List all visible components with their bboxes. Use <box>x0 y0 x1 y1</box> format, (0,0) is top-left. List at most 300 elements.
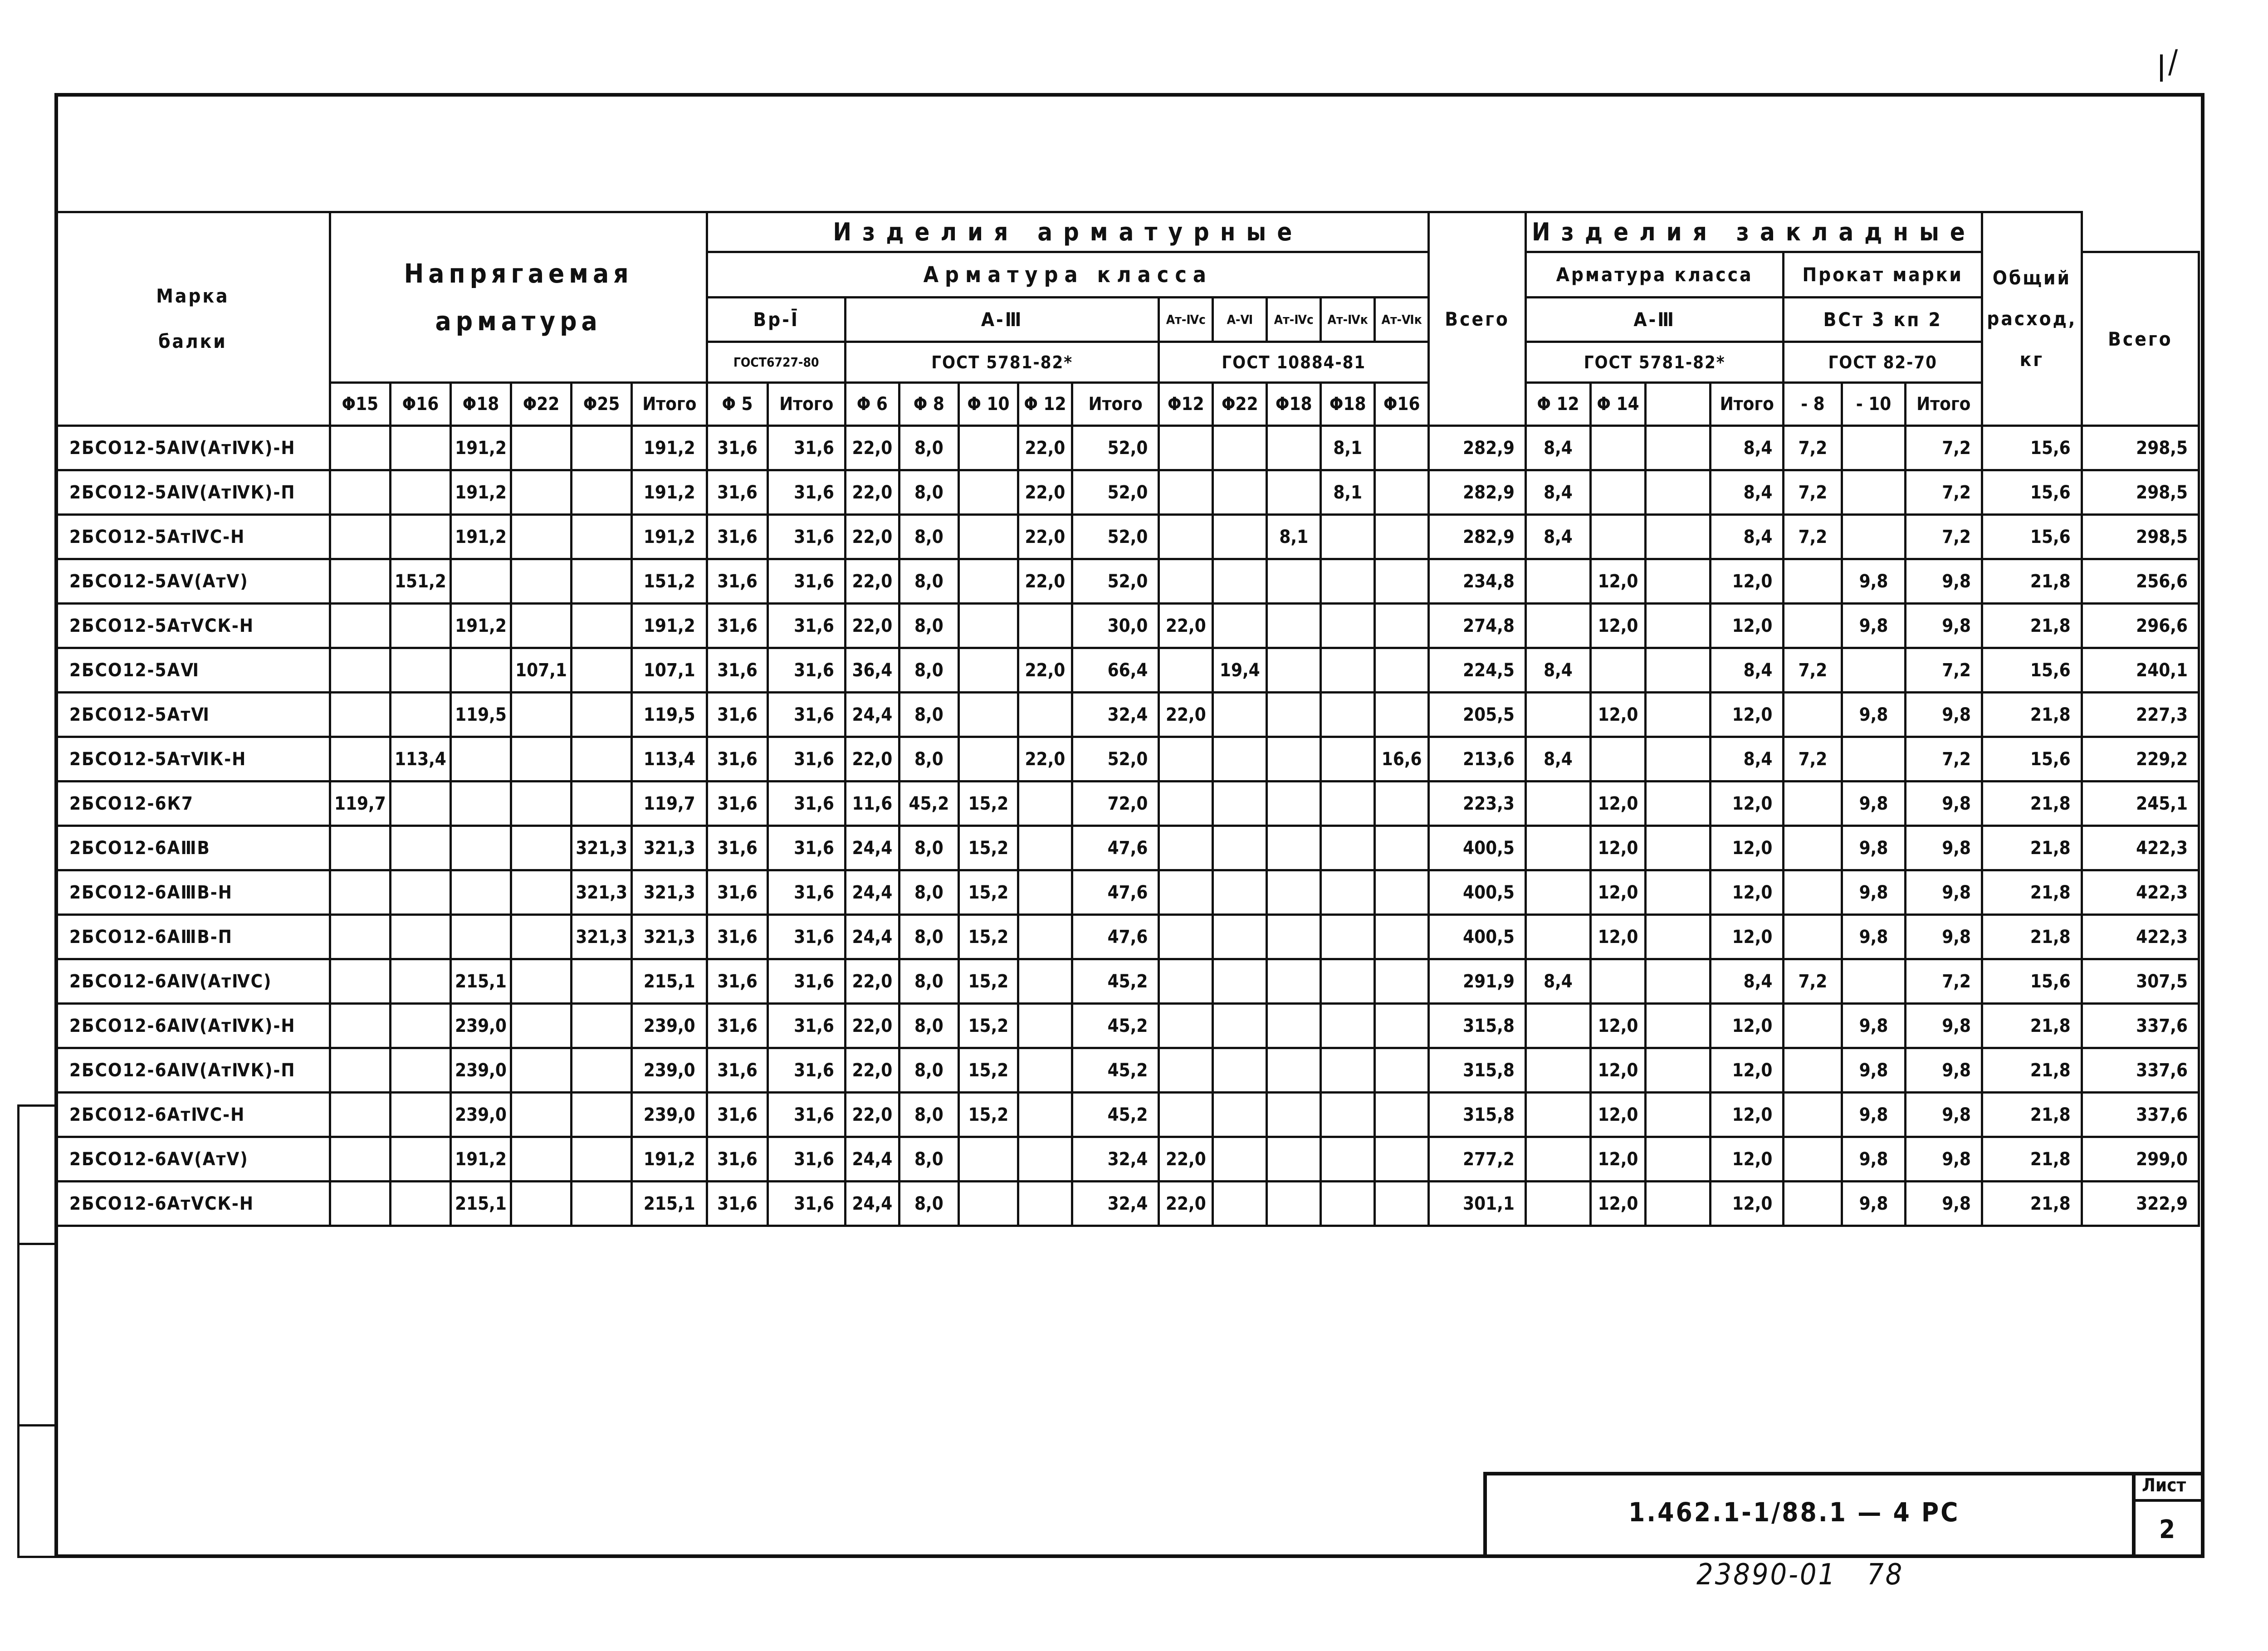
table-cell: 22,0 <box>845 737 899 782</box>
table-row <box>56 1182 2199 1226</box>
col-header: Φ18 <box>1267 383 1321 426</box>
table-cell <box>1525 915 1590 959</box>
table-cell: 400,5 <box>1429 826 1526 870</box>
table-cell <box>572 604 632 648</box>
table-cell <box>1646 782 1711 826</box>
table-cell <box>390 470 450 515</box>
table-cell <box>1525 1004 1590 1048</box>
table-cell: 9,8 <box>1842 1048 1905 1093</box>
col-header: Φ 6 <box>845 383 899 426</box>
table-cell: 31,6 <box>767 1093 845 1137</box>
table-cell: 291,9 <box>1429 959 1526 1004</box>
table-cell <box>1375 782 1429 826</box>
table-cell: 7,2 <box>1905 648 1982 693</box>
table-cell: 298,5 <box>2082 426 2199 470</box>
table-cell <box>1213 782 1267 826</box>
table-cell <box>958 1182 1018 1226</box>
table-cell: 8,0 <box>899 1004 958 1048</box>
table-cell: 315,8 <box>1429 1048 1526 1093</box>
col-header: Φ 12 <box>1525 383 1590 426</box>
sheet-number-divider <box>2132 1499 2204 1502</box>
table-cell: 282,9 <box>1429 470 1526 515</box>
table-cell <box>1159 426 1213 470</box>
header-vsego-arm: Всего <box>1429 212 1526 426</box>
table-cell: 301,1 <box>1429 1182 1526 1226</box>
table-cell <box>1267 1004 1321 1048</box>
table-cell <box>1591 515 1646 559</box>
table-cell: 22,0 <box>845 559 899 604</box>
table-cell: 12,0 <box>1591 559 1646 604</box>
table-cell <box>1267 470 1321 515</box>
table-cell <box>511 1004 572 1048</box>
table-cell: 31,6 <box>707 1093 767 1137</box>
table-cell <box>572 426 632 470</box>
table-cell: 22,0 <box>845 1093 899 1137</box>
table-cell: 8,4 <box>1525 648 1590 693</box>
table-cell: 119,5 <box>632 693 707 737</box>
table-cell: 31,6 <box>707 782 767 826</box>
table-cell <box>1784 604 1842 648</box>
table-cell <box>1646 559 1711 604</box>
table-cell <box>1213 693 1267 737</box>
table-cell: 31,6 <box>767 1004 845 1048</box>
table-cell <box>330 737 390 782</box>
table-cell <box>958 648 1018 693</box>
table-cell: 282,9 <box>1429 426 1526 470</box>
table-cell: 9,8 <box>1905 782 1982 826</box>
table-row <box>56 826 2199 870</box>
table-cell: 15,6 <box>1982 426 2082 470</box>
table-cell <box>1321 826 1375 870</box>
table-cell <box>1267 826 1321 870</box>
table-cell: 7,2 <box>1905 426 1982 470</box>
table-cell: 9,8 <box>1905 915 1982 959</box>
table-cell <box>1159 959 1213 1004</box>
rebar-specification-table <box>54 211 2200 1227</box>
table-cell: 31,6 <box>767 826 845 870</box>
table-cell: 8,0 <box>899 648 958 693</box>
table-cell <box>1321 1093 1375 1137</box>
table-cell <box>1267 1182 1321 1226</box>
table-cell <box>1159 737 1213 782</box>
table-cell <box>1213 604 1267 648</box>
table-cell: 24,4 <box>845 826 899 870</box>
table-cell <box>1321 648 1375 693</box>
table-cell <box>450 648 511 693</box>
table-cell: 31,6 <box>767 870 845 915</box>
table-cell <box>511 470 572 515</box>
table-cell <box>450 737 511 782</box>
table-cell: 9,8 <box>1842 1182 1905 1226</box>
table-cell: 9,8 <box>1905 559 1982 604</box>
table-cell: 321,3 <box>632 826 707 870</box>
table-cell: 7,2 <box>1784 426 1842 470</box>
table-cell: 22,0 <box>1159 693 1213 737</box>
table-cell <box>1159 1093 1213 1137</box>
table-cell: 315,8 <box>1429 1093 1526 1137</box>
table-cell: 8,0 <box>899 693 958 737</box>
table-cell: 191,2 <box>450 515 511 559</box>
table-cell: 12,0 <box>1711 604 1784 648</box>
table-cell <box>1018 1137 1072 1182</box>
table-cell: 8,0 <box>899 915 958 959</box>
table-cell <box>511 559 572 604</box>
table-cell <box>1525 1093 1590 1137</box>
table-cell: 22,0 <box>845 515 899 559</box>
table-cell: 72,0 <box>1072 782 1159 826</box>
table-cell <box>1321 559 1375 604</box>
table-cell: 9,8 <box>1842 1093 1905 1137</box>
gost-zakl-a3: ГОСТ 5781-82* <box>1525 342 1784 383</box>
class-at6k: Ат-Ⅵк <box>1375 298 1429 342</box>
table-cell <box>1375 470 1429 515</box>
table-cell <box>1525 782 1590 826</box>
table-cell <box>330 426 390 470</box>
table-cell: 45,2 <box>1072 959 1159 1004</box>
table-cell: 31,6 <box>767 915 845 959</box>
table-cell <box>1525 870 1590 915</box>
table-cell: 24,4 <box>845 1182 899 1226</box>
table-cell: 299,0 <box>2082 1137 2199 1182</box>
table-cell <box>1375 870 1429 915</box>
table-cell: 22,0 <box>1018 559 1072 604</box>
table-cell <box>958 737 1018 782</box>
table-cell <box>958 559 1018 604</box>
table-cell: 21,8 <box>1982 870 2082 915</box>
table-cell: 8,0 <box>899 1048 958 1093</box>
binding-strip <box>17 1104 58 1558</box>
col-header: Φ 10 <box>958 383 1018 426</box>
class-zakl-a3: А-Ⅲ <box>1525 298 1784 342</box>
header-obshchiy-raskhod: Общий расход, кг <box>1982 212 2082 426</box>
table-cell <box>330 1093 390 1137</box>
table-cell: 191,2 <box>632 515 707 559</box>
table-cell <box>1646 648 1711 693</box>
col-header: Φ18 <box>1321 383 1375 426</box>
table-row <box>56 1004 2199 1048</box>
table-cell: 9,8 <box>1905 604 1982 648</box>
table-cell <box>330 959 390 1004</box>
table-cell <box>1375 1137 1429 1182</box>
col-header: Φ16 <box>1375 383 1429 426</box>
table-cell: 31,6 <box>767 470 845 515</box>
header-armatura-klassa: Арматура класса <box>707 252 1429 298</box>
table-cell: 21,8 <box>1982 1182 2082 1226</box>
table-cell: 22,0 <box>845 1048 899 1093</box>
table-cell <box>511 782 572 826</box>
table-cell <box>390 693 450 737</box>
table-row <box>56 426 2199 470</box>
table-cell <box>1321 1004 1375 1048</box>
table-cell: 12,0 <box>1711 693 1784 737</box>
class-vst3kp2: ВСт 3 кп 2 <box>1784 298 1982 342</box>
table-cell: 7,2 <box>1784 470 1842 515</box>
table-cell: 8,4 <box>1711 959 1784 1004</box>
table-cell <box>1646 826 1711 870</box>
table-cell: 21,8 <box>1982 1004 2082 1048</box>
table-cell: 12,0 <box>1711 559 1784 604</box>
table-cell: 31,6 <box>707 1182 767 1226</box>
table-cell <box>572 1182 632 1226</box>
table-cell <box>390 1048 450 1093</box>
table-cell: 12,0 <box>1591 1182 1646 1226</box>
table-cell <box>572 1093 632 1137</box>
table-cell: 8,0 <box>899 470 958 515</box>
table-cell: 22,0 <box>1159 604 1213 648</box>
table-cell: 45,2 <box>1072 1048 1159 1093</box>
table-cell <box>958 470 1018 515</box>
table-cell <box>1159 915 1213 959</box>
table-cell <box>1525 1137 1590 1182</box>
table-cell: 31,6 <box>767 648 845 693</box>
table-cell: 240,1 <box>2082 648 2199 693</box>
table-cell: 277,2 <box>1429 1137 1526 1182</box>
table-cell <box>1321 604 1375 648</box>
table-cell: 22,0 <box>845 426 899 470</box>
table-cell <box>390 426 450 470</box>
table-cell: 227,3 <box>2082 693 2199 737</box>
table-cell: 31,6 <box>767 559 845 604</box>
table-cell: 151,2 <box>632 559 707 604</box>
table-cell: 36,4 <box>845 648 899 693</box>
table-cell: 9,8 <box>1842 782 1905 826</box>
table-cell <box>1018 959 1072 1004</box>
table-cell <box>1591 648 1646 693</box>
table-cell: 32,4 <box>1072 1182 1159 1226</box>
table-cell <box>1213 426 1267 470</box>
document-code: 1.462.1-1/88.1 — 4 РС <box>1628 1497 1960 1528</box>
table-cell <box>1213 870 1267 915</box>
table-cell: 12,0 <box>1711 915 1784 959</box>
table-cell <box>1591 426 1646 470</box>
table-cell <box>450 915 511 959</box>
table-cell: 12,0 <box>1591 1004 1646 1048</box>
table-cell: 239,0 <box>632 1093 707 1137</box>
table-cell <box>1018 604 1072 648</box>
table-cell: 113,4 <box>390 737 450 782</box>
table-cell: 8,4 <box>1525 737 1590 782</box>
table-cell: 15,6 <box>1982 470 2082 515</box>
table-cell <box>1375 826 1429 870</box>
table-cell <box>450 826 511 870</box>
table-cell <box>1646 426 1711 470</box>
table-cell: 15,2 <box>958 959 1018 1004</box>
table-cell <box>1321 515 1375 559</box>
table-cell: 400,5 <box>1429 915 1526 959</box>
table-cell <box>1646 1004 1711 1048</box>
table-cell: 8,0 <box>899 959 958 1004</box>
class-a3: А-Ⅲ <box>845 298 1159 342</box>
table-cell: 15,2 <box>958 782 1018 826</box>
table-cell: 9,8 <box>1905 870 1982 915</box>
table-cell <box>330 915 390 959</box>
table-cell <box>1159 1004 1213 1048</box>
table-cell: 9,8 <box>1905 1093 1982 1137</box>
table-cell <box>450 870 511 915</box>
table-cell <box>1842 959 1905 1004</box>
table-cell: 31,6 <box>707 515 767 559</box>
table-cell: 9,8 <box>1905 1182 1982 1226</box>
class-at4c: Ат-Ⅳс <box>1159 298 1213 342</box>
table-cell <box>572 470 632 515</box>
table-cell: 12,0 <box>1711 1182 1784 1226</box>
table-cell <box>1267 737 1321 782</box>
table-cell <box>1375 426 1429 470</box>
table-cell: 215,1 <box>450 959 511 1004</box>
table-cell <box>1842 426 1905 470</box>
table-cell: 8,4 <box>1711 648 1784 693</box>
table-cell <box>1018 1182 1072 1226</box>
table-cell <box>572 782 632 826</box>
table-cell: 119,7 <box>330 782 390 826</box>
table-cell <box>572 737 632 782</box>
col-header: Итого <box>632 383 707 426</box>
table-cell: 119,5 <box>450 693 511 737</box>
col-header: Φ16 <box>390 383 450 426</box>
table-cell: 9,8 <box>1842 915 1905 959</box>
table-cell: 256,6 <box>2082 559 2199 604</box>
table-cell <box>1267 870 1321 915</box>
table-cell <box>1213 959 1267 1004</box>
table-cell: 12,0 <box>1591 915 1646 959</box>
table-cell: 321,3 <box>572 870 632 915</box>
table-cell: 274,8 <box>1429 604 1526 648</box>
table-cell <box>1646 959 1711 1004</box>
table-cell: 52,0 <box>1072 515 1159 559</box>
table-cell <box>390 782 450 826</box>
table-row <box>56 782 2199 826</box>
table-cell: 22,0 <box>1018 426 1072 470</box>
header-zakl-armatura-klassa: Арматура класса <box>1525 252 1784 298</box>
table-cell: 9,8 <box>1905 826 1982 870</box>
binding-strip-divider <box>17 1243 58 1245</box>
table-cell: 8,0 <box>899 826 958 870</box>
table-cell: 22,0 <box>845 1004 899 1048</box>
table-cell <box>1375 1093 1429 1137</box>
table-cell <box>572 959 632 1004</box>
table-cell <box>1159 1048 1213 1093</box>
table-cell: 12,0 <box>1591 1137 1646 1182</box>
table-cell: 24,4 <box>845 693 899 737</box>
table-cell: 321,3 <box>572 826 632 870</box>
table-cell <box>958 515 1018 559</box>
table-cell <box>1646 915 1711 959</box>
table-cell: 8,0 <box>899 1182 958 1226</box>
table-cell: 298,5 <box>2082 470 2199 515</box>
table-cell <box>1375 515 1429 559</box>
table-cell: 8,1 <box>1267 515 1321 559</box>
class-vr1: Вр-Ī <box>707 298 845 342</box>
table-cell: 7,2 <box>1784 737 1842 782</box>
table-cell <box>390 604 450 648</box>
table-cell: 7,2 <box>1784 515 1842 559</box>
table-cell <box>1321 959 1375 1004</box>
table-cell <box>390 1137 450 1182</box>
table-cell: 191,2 <box>632 426 707 470</box>
table-cell <box>390 870 450 915</box>
table-cell <box>1018 1093 1072 1137</box>
table-cell <box>1842 470 1905 515</box>
table-cell: 52,0 <box>1072 737 1159 782</box>
table-cell: 8,0 <box>899 604 958 648</box>
table-cell: 191,2 <box>632 470 707 515</box>
table-cell: 400,5 <box>1429 870 1526 915</box>
table-cell: 7,2 <box>1905 737 1982 782</box>
table-cell <box>572 559 632 604</box>
table-row <box>56 559 2199 604</box>
table-cell <box>1018 693 1072 737</box>
table-cell: 21,8 <box>1982 1048 2082 1093</box>
table-cell <box>1525 1182 1590 1226</box>
table-cell <box>511 870 572 915</box>
table-cell <box>1213 1093 1267 1137</box>
beam-mark: 2БСО12-5АтⅣС-Н <box>56 515 330 559</box>
table-cell: 8,0 <box>899 515 958 559</box>
table-cell: 8,0 <box>899 1093 958 1137</box>
table-cell <box>1842 648 1905 693</box>
table-cell: 12,0 <box>1711 1137 1784 1182</box>
table-cell <box>511 693 572 737</box>
table-cell <box>1784 1004 1842 1048</box>
table-cell <box>1842 737 1905 782</box>
table-cell <box>1375 959 1429 1004</box>
table-cell: 21,8 <box>1982 782 2082 826</box>
table-cell <box>1784 1048 1842 1093</box>
table-cell <box>330 1048 390 1093</box>
col-header: - 8 <box>1784 383 1842 426</box>
beam-mark: 2БСО12-5АтⅥ <box>56 693 330 737</box>
beam-mark: 2БСО12-6АтⅤСК-Н <box>56 1182 330 1226</box>
table-cell: 7,2 <box>1784 959 1842 1004</box>
table-cell: 215,1 <box>450 1182 511 1226</box>
table-row <box>56 1048 2199 1093</box>
table-cell: 12,0 <box>1591 693 1646 737</box>
table-cell: 22,0 <box>1159 1182 1213 1226</box>
table-cell <box>1018 1048 1072 1093</box>
table-cell: 234,8 <box>1429 559 1526 604</box>
table-cell <box>511 737 572 782</box>
table-cell <box>1018 1004 1072 1048</box>
table-cell: 22,0 <box>1159 1137 1213 1182</box>
table-cell: 9,8 <box>1842 1137 1905 1182</box>
table-cell: 15,6 <box>1982 648 2082 693</box>
table-cell: 8,0 <box>899 737 958 782</box>
table-cell: 151,2 <box>390 559 450 604</box>
table-cell <box>330 1004 390 1048</box>
table-cell <box>1018 915 1072 959</box>
col-header: Итого <box>1905 383 1982 426</box>
table-cell: 239,0 <box>450 1093 511 1137</box>
table-cell <box>450 782 511 826</box>
beam-mark: 2БСО12-6АⅢВ-П <box>56 915 330 959</box>
table-cell: 215,1 <box>632 959 707 1004</box>
gost-vst: ГОСТ 82-70 <box>1784 342 1982 383</box>
beam-mark: 2БСО12-6АⅢВ-Н <box>56 870 330 915</box>
header-izdeliya-zakladnye: Изделия закладные <box>1525 212 1982 252</box>
table-cell <box>390 959 450 1004</box>
table-cell: 21,8 <box>1982 1137 2082 1182</box>
col-header: Φ 14 <box>1591 383 1646 426</box>
table-cell <box>1591 737 1646 782</box>
table-row <box>56 693 2199 737</box>
class-at4k: Ат-Ⅳк <box>1321 298 1375 342</box>
table-cell: 307,5 <box>2082 959 2199 1004</box>
table-cell <box>1375 693 1429 737</box>
beam-mark: 2БСО12-6АⅣ(АтⅣС) <box>56 959 330 1004</box>
table-row <box>56 515 2199 559</box>
table-cell <box>572 648 632 693</box>
table-cell: 22,0 <box>1018 737 1072 782</box>
